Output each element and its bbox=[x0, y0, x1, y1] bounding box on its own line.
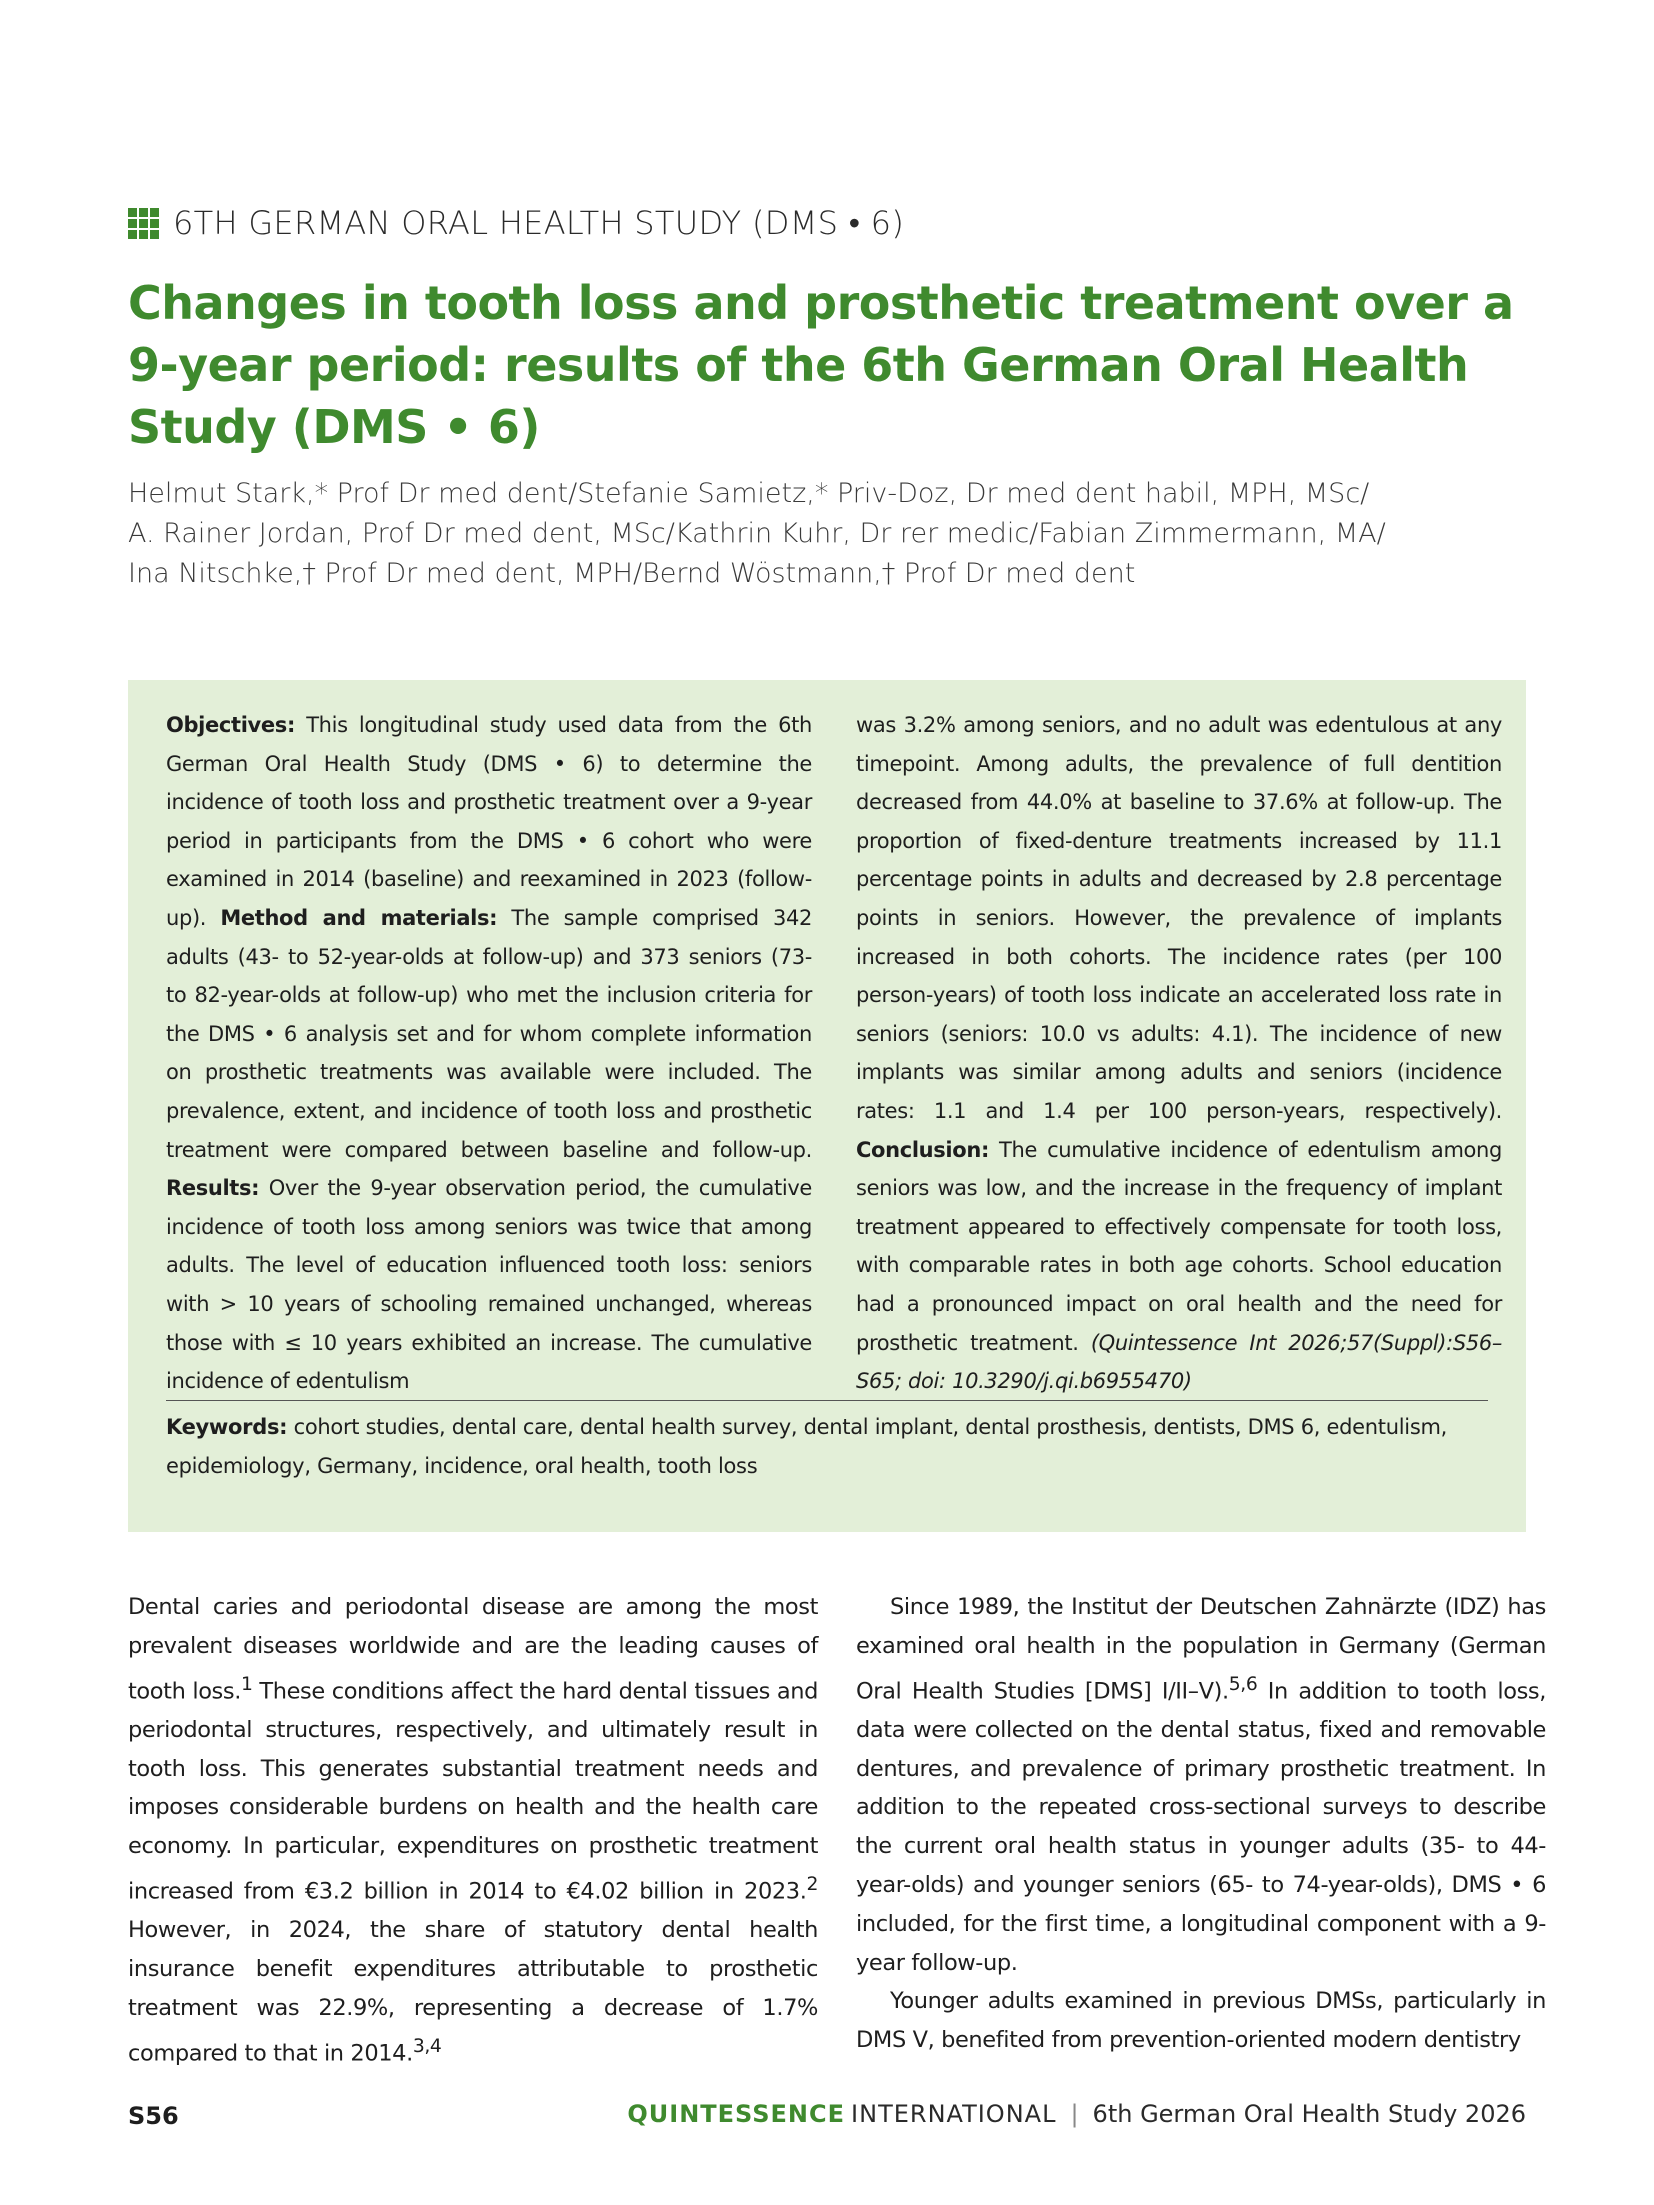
author-list bbox=[128, 474, 1568, 594]
footer-journal bbox=[627, 2100, 1526, 2128]
methods-text: The sample comprised 342 adults (43- to 52-year-olds at follow-up) and 373 seniors (73- to 82-year-olds at follow-up) who met the inclusion criteria for the DMS • 6 analysis set and for whom complete information on prosthetic treatments was available were included. The prevalence, extent, and incidence of tooth loss and prosthetic treatment were compared between baseline and follow-up. bbox=[166, 905, 812, 1162]
body-text: These conditions affect the hard dental tissues and periodontal structures, respectively, and ultimately result in tooth loss. This generates substantial treatment needs and imposes considerable burdens on health and the health care economy. In particular, expenditures on prosthetic treatment increased from €3.2 billion in 2014 to €4.02 billion in 2023. bbox=[128, 1678, 818, 1905]
body-paragraph: Younger adults examined in previous DMSs, particularly in DMS V, benefited from prevention-oriented modern dentistry bbox=[856, 1988, 1546, 2054]
page-number: S56 bbox=[128, 2102, 179, 2130]
objectives-text: This longitudinal study used data from the 6th German Oral Health Study (DMS • 6) to determine the incidence of tooth loss and prosthetic treatment over a 9-year period in participants from the DMS • 6 cohort who were examined in 2014 (baseline) and reexamined in 2023 (follow-up). bbox=[166, 713, 812, 930]
results-label: Results: bbox=[166, 1176, 260, 1201]
objectives-label: Objectives: bbox=[166, 713, 295, 737]
grid-icon bbox=[128, 208, 159, 239]
article-title: Changes in tooth loss and prosthetic treatment over a 9-year period: results of the 6th German Oral Health Study (DMS • 6) bbox=[128, 276, 1514, 454]
body-column-right bbox=[856, 1588, 1546, 2060]
citation: (Quintessence Int 2026;57(Suppl):S56–S65; doi: 10.3290/j.qi.b6955470) bbox=[856, 1330, 1503, 1394]
body-paragraph bbox=[128, 1588, 818, 2073]
body-text: Since 1989, the Institut der Deutschen Zahnärzte (IDZ) has examined oral health in the population in Germany (German Oral Health Studies [DMS] I/II–V). bbox=[856, 1594, 1546, 1705]
keywords-label: Keywords: bbox=[166, 1415, 288, 1439]
abstract-box bbox=[128, 680, 1526, 1532]
abstract-column-left bbox=[166, 706, 812, 1401]
conclusion-text: The cumulative incidence of edentulism among seniors was low, and the increase in the frequency of implant treatment appeared to effectively compensate for tooth loss, with comparable rates in both age cohorts. School education had a pronounced impact on oral health and the need for prosthetic treatment. bbox=[856, 1137, 1502, 1355]
reference: 3,4 bbox=[412, 2035, 442, 2057]
keywords-text: cohort studies, dental care, dental health survey, dental implant, dental prosthesis, dentists, DMS 6, edentulism, epidemiology, Germany, incidence, oral health, tooth loss bbox=[166, 1415, 1447, 1478]
footer-study: 6th German Oral Health Study 2026 bbox=[1092, 2100, 1526, 2128]
keywords bbox=[166, 1408, 1496, 1485]
results-text-right: was 3.2% among seniors, and no adult was edentulous at any timepoint. Among adults, the prevalence of full dentition decreased from 44.0% at baseline to 37.6% at follow-up. The proportion of fixed-denture treatments increased by 11.1 percentage points in adults and decreased by 2.8 percentage points in seniors. However, the prevalence of implants increased in both cohorts. The incidence rates (per 100 person-years) of tooth loss indicate an accelerated loss rate in seniors (seniors: 10.0 vs adults: 4.1). The incidence of new implants was similar among adults and seniors (incidence rates: 1.1 and 1.4 per 100 person-years, respectively). bbox=[856, 713, 1502, 1123]
abstract-divider bbox=[166, 1400, 1488, 1401]
results-text-left: Over the 9-year observation period, the cumulative incidence of tooth loss among seniors was twice that among adults. The level of education influenced tooth loss: seniors with > 10 years of schooling remained unchanged, whereas those with ≤ 10 years exhibited an increase. The cumulative incidence of edentulism bbox=[166, 1176, 812, 1394]
body-paragraph bbox=[856, 1588, 1546, 1982]
body-column-left bbox=[128, 1588, 818, 2073]
abstract-column-right bbox=[856, 706, 1502, 1401]
section-label bbox=[128, 204, 904, 242]
reference: 2 bbox=[806, 1874, 818, 1896]
journal-brand-bold: QUINTESSENCE bbox=[627, 2100, 846, 2128]
journal-brand-rest: INTERNATIONAL bbox=[851, 2100, 1057, 2128]
author-line-2: A. Rainer Jordan, Prof Dr med dent, MSc/Kathrin Kuhr, Dr rer medic/Fabian Zimmermann, MA/ bbox=[128, 518, 1386, 549]
body-text: Dental caries and periodontal disease are among the most prevalent diseases worldwide and are the leading causes of tooth loss. bbox=[128, 1594, 818, 1705]
author-line-1: Helmut Stark,* Prof Dr med dent/Stefanie Samietz,* Priv-Doz, Dr med dent habil, MPH, MSc/ bbox=[128, 478, 1370, 509]
footer-separator: | bbox=[1070, 2100, 1079, 2128]
methods-label: Method and materials: bbox=[220, 905, 498, 930]
reference: 5,6 bbox=[1228, 1673, 1258, 1695]
conclusion-label: Conclusion: bbox=[856, 1137, 990, 1162]
body-text: However, in 2024, the share of statutory dental health insurance benefit expenditures attributable to prosthetic treatment was 22.9%, representing a decrease of 1.7% compared to that in 2014. bbox=[128, 1917, 818, 2067]
section-label-text: 6TH GERMAN ORAL HEALTH STUDY (DMS • 6) bbox=[173, 204, 905, 242]
reference: 1 bbox=[240, 1673, 253, 1695]
author-line-3: Ina Nitschke,† Prof Dr med dent, MPH/Bernd Wöstmann,† Prof Dr med dent bbox=[128, 558, 1136, 589]
body-text: In addition to tooth loss, data were collected on the dental status, fixed and removable dentures, and prevalence of primary prosthetic treatment. In addition to the repeated cross-sectional surveys to describe the current oral health status in younger adults (35- to 44-year-olds) and younger seniors (65- to 74-year-olds), DMS • 6 included, for the first time, a longitudinal component with a 9-year follow-up. bbox=[856, 1678, 1546, 1976]
